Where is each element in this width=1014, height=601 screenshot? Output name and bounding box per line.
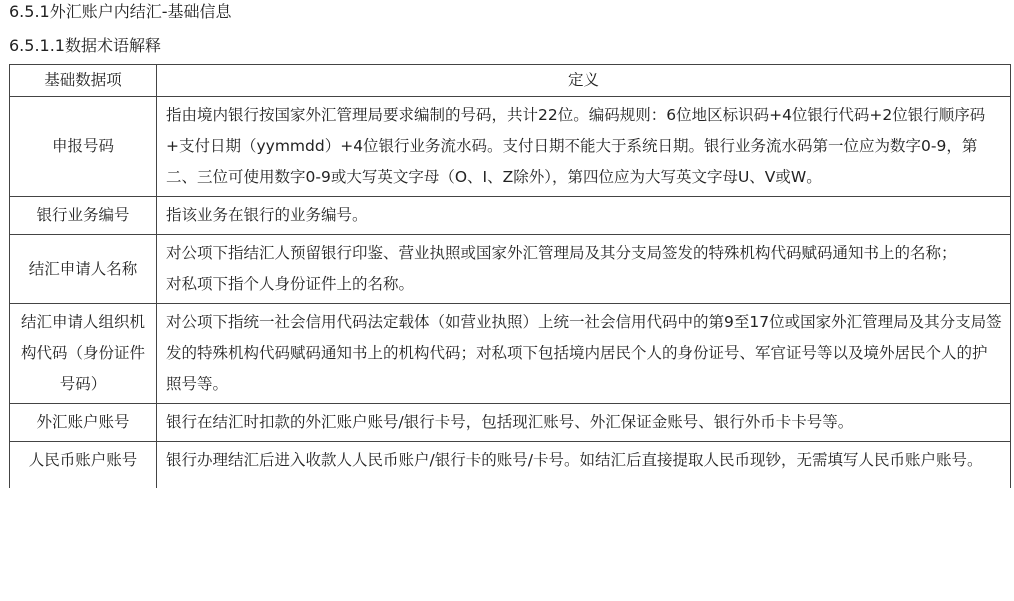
term-cell: 结汇申请人名称 — [10, 235, 157, 304]
term-cell: 银行业务编号 — [10, 197, 157, 235]
table-row — [10, 235, 1011, 304]
term-cell: 结汇申请人组织机构代码（身份证件号码） — [10, 304, 157, 404]
table-row — [10, 97, 1011, 197]
term-cell: 申报号码 — [10, 97, 157, 197]
definition-cell: 银行办理结汇后进入收款人人民币账户/银行卡的账号/卡号。如结汇后直接提取人民币现钞，无需填写人民币账户账号。 — [157, 442, 1011, 489]
terms-table — [9, 64, 1011, 488]
column-header-term: 基础数据项 — [10, 65, 157, 97]
definition-cell: 银行在结汇时扣款的外汇账户账号/银行卡号，包括现汇账号、外汇保证金账号、银行外币卡卡号等。 — [157, 404, 1011, 442]
table-row — [10, 442, 1011, 489]
definition-line-personal: 对私项下指个人身份证件上的名称。 — [166, 275, 415, 293]
definition-cell: 指该业务在银行的业务编号。 — [157, 197, 1011, 235]
definition-line-corporate: 对公项下指结汇人预留银行印鉴、营业执照或国家外汇管理局及其分支局签发的特殊机构代码赋码通知书上的名称； — [166, 244, 957, 262]
table-row — [10, 197, 1011, 235]
definition-cell: 指由境内银行按国家外汇管理局要求编制的号码，共计22位。编码规则：6位地区标识码+4位银行代码+2位银行顺序码+支付日期（yymmdd）+4位银行业务流水码。支付日期不能大于系统日期。银行业务流水码第一位应为数字0-9，第二、三位可使用数字0-9或大写英文字母（O、I、Z除外），第四位应为大写英文字母U、V或W。 — [157, 97, 1011, 197]
table-header-row — [10, 65, 1011, 97]
table-row — [10, 404, 1011, 442]
term-cell: 人民币账户账号 — [10, 442, 157, 489]
subsection-title: 6.5.1.1数据术语解释 — [9, 36, 161, 55]
definition-cell — [157, 235, 1011, 304]
definition-cell: 对公项下指统一社会信用代码法定载体（如营业执照）上统一社会信用代码中的第9至17位或国家外汇管理局及其分支局签发的特殊机构代码赋码通知书上的机构代码；对私项下包括境内居民个人的身份证号、军官证号等以及境外居民个人的护照号等。 — [157, 304, 1011, 404]
term-cell: 外汇账户账号 — [10, 404, 157, 442]
section-title: 6.5.1外汇账户内结汇-基础信息 — [9, 2, 232, 21]
table-row — [10, 304, 1011, 404]
column-header-definition: 定义 — [157, 65, 1011, 97]
